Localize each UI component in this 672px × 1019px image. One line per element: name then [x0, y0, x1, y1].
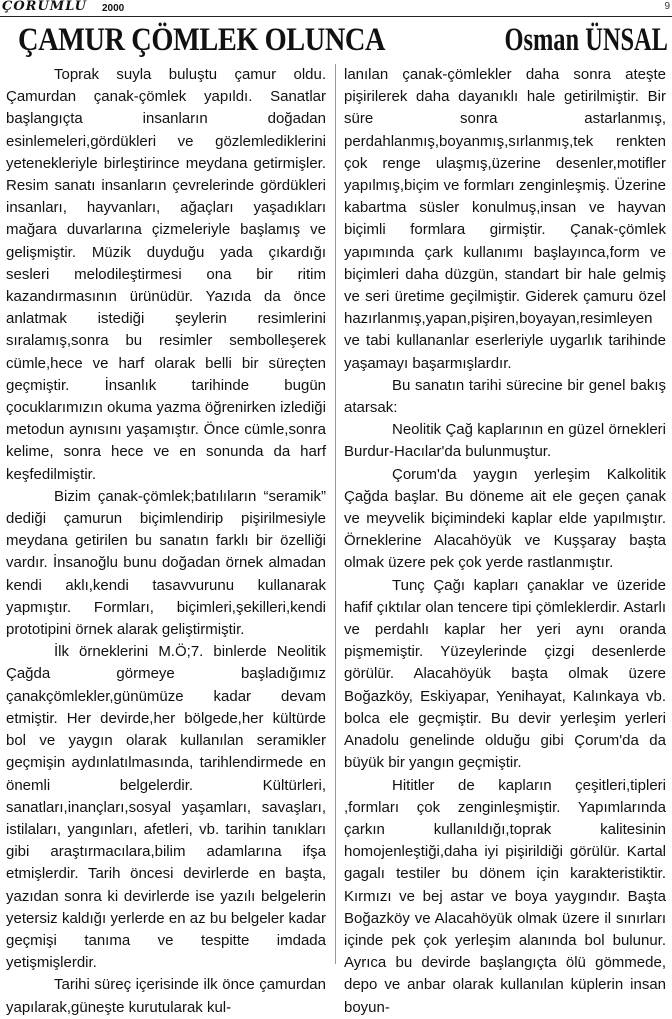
- column-divider: [335, 64, 336, 964]
- paragraph: İlk örneklerini M.Ö;7. binlerde Neolitik Çağda görmeye başladığımız çanakçömlekler,günümüze kadar devam etmiştir. Her devirde,her bölgede,her kültürde bol ve yaygın olarak kullanılan seramikler geçmişin aydınlatılmasında, tarihlendirmede en önemli belgelerdir. Kültürleri, sanatları,inançları,sosyal yaşamları, savaşları, istilaları, yangınları, afetleri, vb. tarihin tanıkları gibi araştırmacılara,bilim adamlarına ifşa etmişlerdir. Tarih öncesi devirlerde en başta, yazıdan sonra ki devirlerde ise yazılı belgelerin yetersiz kaldığı yerlerde en az bu belgeler kadar geçmişi tanıma ve tespitte imdada yetişmişlerdir.: [6, 643, 326, 972]
- paragraph: Bu sanatın tarihi sürecine bir genel bakış atarsak:: [344, 376, 666, 417]
- paragraph: Hititler de kapların çeşitleri,tipleri ,formları çok zenginleşmiştir. Yapımlarında çarkın kullanıldığı,toprak kalitesinin homojenleştiği,daha iyi pişirildiği görülür. Kartal gagalı testiler bu dönem için karakteristiktir. Kırmızı ve bej astar ve boya yaygındır. Başta Boğazköy ve Alacahöyük olmak üzere il sınırları içinde pek çok yerleşim alanında bol bulunur. Ayrıca bu devirde başlangıçta ölü gömmede, depo ve anbar olarak kullanılan küplerin insan boyun-: [344, 776, 666, 1016]
- paragraph: Tarihi süreç içerisinde ilk önce çamurdan yapılarak,güneşte kurutularak kul-: [6, 976, 326, 1016]
- paragraph: Neolitik Çağ kaplarının en güzel örnekleri Burdur-Hacılar'da bulunmuştur.: [344, 421, 666, 461]
- page-header-bar: [0, 0, 672, 17]
- article-column-left: [6, 64, 326, 1016]
- article-headline: [0, 18, 672, 62]
- paragraph: Bizim çanak-çömlek;batılıların “seramik” dediği çamurun biçimlendirip pişirilmesiyle meydana getirilen bu sanatın farklı bir özelliği vardır. İnsanoğlu bunu doğadan örnek almadan kendi aklı,kendi tasavvurunu kullanarak yapmıştır. Formları, biçimleri,şekilleri,kendi prototipini örnek alarak geliştirmiştir.: [6, 487, 326, 639]
- issue-year: 2000: [102, 3, 125, 14]
- masthead-logo: ÇORUMLU: [2, 0, 87, 14]
- paragraph-continued: lanılan çanak-çömlekler daha sonra ateşte pişirilerek daha dayanıklı hale getirilmiştir. Bir süre sonra astarlanmış, perdahlanmış,boyanmış,sırlanmış,tek renkten çok renge ulaşmış,üzerine desenler,motifler yapılmış,biçim ve formları zenginleşmiş. Üzerine kabartma süsler konulmuş,insan ve hayvan biçimli formlara girmiştir. Çanak-çömlek yapımında çark kullanımı başlayınca,form ve biçimleri daha düzgün, standart bir hale gelmiş ve seri üretime geçilmiştir. Giderek çamuru özel hazırlanmış,yapan,pişiren,boyayan,resimleyen ve tabi kullananlar eserleriyle uygarlık tarihinde yaşamayı başarmışlardır.: [344, 66, 666, 372]
- article-column-right: [344, 64, 666, 1016]
- paragraph: Tunç Çağı kapları çanaklar ve üzeride hafif çıktılar olan tencere tipi çömleklerdir. Astarlı ve perdahlı kaplar her yeri aynı oranda pişmemiştir. Yüzeylerinde çizgi desenlerde görülür. Alacahöyük başta olmak üzere Boğazköy, Eskiyapar, Yenihayat, Kalınkaya vb. bolca ele geçmiştir. Bu devir yerleşim yerleri Anadolu genelinde olduğu gibi Çorum'da da büyük bir yangın geçmiştir.: [344, 576, 666, 772]
- article-author: Osman ÜNSAL: [504, 22, 668, 58]
- paragraph: Toprak suyla buluştu çamur oldu. Çamurdan çanak-çömlek yapıldı. Sanatlar başlangıçta insanların doğadan esinlemeleri,gördükleri ve gözlemlediklerini yetenekleriyle birleştirince meydana getirmişler. Resim sanatı insanların çevrelerinde gördükleri insanları, hayvanları, ağaçları yaşadıkları mağara duvarlarına çizmeleriyle başlamış ve gelişmiştir. Müzik duyduğu yada çıkardığı sesleri melodileştirmesi ona bir ritim kazandırmasının ürünüdür. Yazıda da önce anlatmak istediği şeylerin resimlerini sıralamış,sonra bu resimler sembolleşerek cümle,hece ve harf olarak belli bir süreçten geçmiştir. İnsanlık tarihinde bugün çocuklarımızın okuma yazma öğrenirken izlediği metodun aynısını yaşamıştır. Önce cümle,sonra kelime, sonra hece ve en sonunda da harf keşfedilmiştir.: [6, 66, 326, 483]
- page-number: 9: [664, 1, 670, 12]
- paragraph: Çorum'da yaygın yerleşim Kalkolitik Çağda başlar. Bu döneme ait ele geçen çanak ve meyvelik biçimindeki kaplar elde yapılmıştır. Örneklerine Alacahöyük ve Kuşşaray başta olmak üzere pek çok yerde rastlanmıştır.: [344, 465, 666, 572]
- article-title: ÇAMUR ÇÖMLEK OLUNCA: [18, 22, 386, 58]
